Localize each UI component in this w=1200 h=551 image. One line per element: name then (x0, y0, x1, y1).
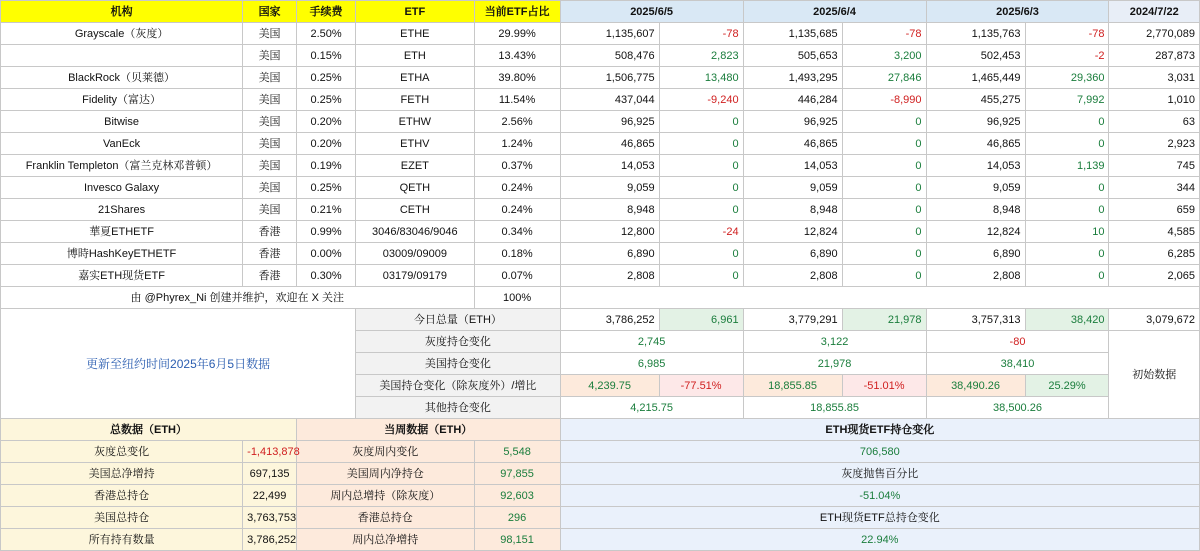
cell-change-d1: 0 (659, 133, 743, 155)
cell-holding-d2: 1,493,295 (743, 67, 842, 89)
cell-holding-d1: 437,044 (560, 89, 659, 111)
total-d3: 3,757,313 (926, 309, 1025, 331)
bottom-label-1: 所有持有数量 (1, 529, 243, 551)
cell-change-d1: -78 (659, 23, 743, 45)
total-d1: 3,786,252 (560, 309, 659, 331)
bottom-label-1: 美国总持仓 (1, 507, 243, 529)
cell-change-d3: -78 (1025, 23, 1109, 45)
cell-country: 美国 (243, 67, 297, 89)
cell-change-d1: 0 (659, 155, 743, 177)
cell-holding-d3: 9,059 (926, 177, 1025, 199)
bottom-row (1, 441, 1200, 463)
gray-change-2: 3,122 (743, 331, 926, 353)
table-row (1, 221, 1200, 243)
cell-etf: EZET (356, 155, 474, 177)
cell-institution: Bitwise (1, 111, 243, 133)
cell-institution: 華夏ETHETF (1, 221, 243, 243)
cell-change-d3: 10 (1025, 221, 1109, 243)
cell-holding-d4: 1,010 (1109, 89, 1200, 111)
us-ex-gray-pct-2: -51.01% (842, 375, 926, 397)
initial-data-label: 初始数据 (1109, 331, 1200, 419)
cell-fee: 0.19% (296, 155, 355, 177)
cell-share: 0.18% (474, 243, 560, 265)
cell-change-d2: 27,846 (842, 67, 926, 89)
cell-holding-d2: 46,865 (743, 133, 842, 155)
cell-change-d1: 13,480 (659, 67, 743, 89)
cell-institution: Franklin Templeton（富兰克林邓普顿） (1, 155, 243, 177)
cell-fee: 2.50% (296, 23, 355, 45)
cell-change-d2: 0 (842, 155, 926, 177)
cell-change-d1: 0 (659, 199, 743, 221)
bottom-label-2: 香港总持仓 (296, 507, 474, 529)
bottom-label-1: 美国总净增持 (1, 463, 243, 485)
gray-change-1: 2,745 (560, 331, 743, 353)
cell-holding-d2: 6,890 (743, 243, 842, 265)
others-change-1: 4,215.75 (560, 397, 743, 419)
cell-etf: 3046/83046/9046 (356, 221, 474, 243)
bottom-right-label: ETH现货ETF总持仓变化 (560, 507, 1199, 529)
cell-fee: 0.20% (296, 111, 355, 133)
cell-institution: 21Shares (1, 199, 243, 221)
cell-holding-d2: 505,653 (743, 45, 842, 67)
cell-institution: Fidelity（富达） (1, 89, 243, 111)
cell-share: 11.54% (474, 89, 560, 111)
cell-holding-d3: 2,808 (926, 265, 1025, 287)
cell-change-d3: -2 (1025, 45, 1109, 67)
table-row (1, 155, 1200, 177)
cell-holding-d1: 9,059 (560, 177, 659, 199)
table-row (1, 243, 1200, 265)
cell-holding-d3: 455,275 (926, 89, 1025, 111)
us-change-2: 21,978 (743, 353, 926, 375)
bottom-value-1: -1,413,878 (243, 441, 297, 463)
cell-holding-d1: 8,948 (560, 199, 659, 221)
cell-holding-d3: 46,865 (926, 133, 1025, 155)
cell-change-d1: 0 (659, 177, 743, 199)
cell-change-d3: 29,360 (1025, 67, 1109, 89)
cell-holding-d4: 287,873 (1109, 45, 1200, 67)
cell-holding-d1: 96,925 (560, 111, 659, 133)
cell-fee: 0.30% (296, 265, 355, 287)
cell-holding-d4: 3,031 (1109, 67, 1200, 89)
cell-change-d3: 1,139 (1025, 155, 1109, 177)
cell-holding-d3: 12,824 (926, 221, 1025, 243)
others-change-3: 38,500.26 (926, 397, 1109, 419)
cell-change-d2: 0 (842, 265, 926, 287)
cell-holding-d4: 659 (1109, 199, 1200, 221)
cell-holding-d1: 2,808 (560, 265, 659, 287)
cell-share: 0.24% (474, 199, 560, 221)
cell-institution: Invesco Galaxy (1, 177, 243, 199)
table-row (1, 111, 1200, 133)
cell-etf: ETHA (356, 67, 474, 89)
us-change-1: 6,985 (560, 353, 743, 375)
cell-holding-d2: 9,059 (743, 177, 842, 199)
bottom-row (1, 507, 1200, 529)
cell-share: 2.56% (474, 111, 560, 133)
cell-change-d2: 0 (842, 111, 926, 133)
gray-change-3: -80 (926, 331, 1109, 353)
cell-institution: BlackRock（贝莱德） (1, 67, 243, 89)
cell-etf: 03179/09179 (356, 265, 474, 287)
cell-fee: 0.15% (296, 45, 355, 67)
cell-etf: ETHE (356, 23, 474, 45)
cell-holding-d4: 745 (1109, 155, 1200, 177)
cell-country: 美国 (243, 177, 297, 199)
bottom-value-2: 98,151 (474, 529, 560, 551)
total-change-d2: 21,978 (842, 309, 926, 331)
cell-holding-d1: 14,053 (560, 155, 659, 177)
table-row (1, 89, 1200, 111)
cell-holding-d3: 14,053 (926, 155, 1025, 177)
bottom-label-1: 灰度总变化 (1, 441, 243, 463)
cell-country: 美国 (243, 155, 297, 177)
us-ex-gray-pct-3: 25.29% (1025, 375, 1109, 397)
bottom-right-value: 706,580 (560, 441, 1199, 463)
credit-blank (560, 287, 1199, 309)
us-ex-gray-pct-1: -77.51% (659, 375, 743, 397)
table-row (1, 177, 1200, 199)
cell-share: 13.43% (474, 45, 560, 67)
bottom-value-2: 296 (474, 507, 560, 529)
cell-share: 29.99% (474, 23, 560, 45)
header-institution: 机构 (1, 1, 243, 23)
us-ex-gray-label: 美国持仓变化（除灰度外）/增比 (356, 375, 560, 397)
bottom-value-1: 3,763,753 (243, 507, 297, 529)
cell-holding-d3: 8,948 (926, 199, 1025, 221)
bottom-header-row (1, 419, 1200, 441)
cell-institution: VanEck (1, 133, 243, 155)
bottom-daily-label: 当周数据（ETH） (296, 419, 560, 441)
cell-etf: ETHW (356, 111, 474, 133)
cell-country: 香港 (243, 265, 297, 287)
header-date-1: 2025/6/5 (560, 1, 743, 23)
bottom-value-1: 3,786,252 (243, 529, 297, 551)
cell-holding-d2: 14,053 (743, 155, 842, 177)
cell-fee: 0.25% (296, 177, 355, 199)
cell-change-d3: 0 (1025, 199, 1109, 221)
cell-holding-d1: 12,800 (560, 221, 659, 243)
cell-change-d2: -8,990 (842, 89, 926, 111)
credit-text: 由 @Phyrex_Ni 创建并维护，欢迎在 X 关注 (1, 287, 475, 309)
today-total-label: 今日总量（ETH） (356, 309, 560, 331)
cell-holding-d4: 2,923 (1109, 133, 1200, 155)
cell-holding-d1: 6,890 (560, 243, 659, 265)
cell-holding-d3: 502,453 (926, 45, 1025, 67)
cell-holding-d4: 344 (1109, 177, 1200, 199)
header-etf: ETF (356, 1, 474, 23)
bottom-etf-change-label: ETH现货ETF持仓变化 (560, 419, 1199, 441)
table-row (1, 265, 1200, 287)
cell-holding-d3: 1,135,763 (926, 23, 1025, 45)
cell-holding-d1: 1,506,775 (560, 67, 659, 89)
cell-country: 美国 (243, 23, 297, 45)
cell-change-d3: 0 (1025, 265, 1109, 287)
bottom-label-1: 香港总持仓 (1, 485, 243, 507)
cell-share: 0.37% (474, 155, 560, 177)
bottom-value-1: 697,135 (243, 463, 297, 485)
cell-holding-d3: 96,925 (926, 111, 1025, 133)
cell-institution (1, 45, 243, 67)
cell-holding-d4: 63 (1109, 111, 1200, 133)
bottom-row (1, 463, 1200, 485)
cell-holding-d2: 8,948 (743, 199, 842, 221)
header-country: 国家 (243, 1, 297, 23)
bottom-row (1, 529, 1200, 551)
cell-etf: CETH (356, 199, 474, 221)
table-row (1, 133, 1200, 155)
cell-share: 0.34% (474, 221, 560, 243)
others-change-2: 18,855.85 (743, 397, 926, 419)
us-change-3: 38,410 (926, 353, 1109, 375)
bottom-right-value: 22.94% (560, 529, 1199, 551)
bottom-value-2: 5,548 (474, 441, 560, 463)
cell-share: 0.07% (474, 265, 560, 287)
cell-etf: ETH (356, 45, 474, 67)
cell-fee: 0.25% (296, 89, 355, 111)
us-change-label: 美国持仓变化 (356, 353, 560, 375)
bottom-value-2: 92,603 (474, 485, 560, 507)
cell-change-d2: 0 (842, 133, 926, 155)
cell-fee: 0.99% (296, 221, 355, 243)
cell-share: 1.24% (474, 133, 560, 155)
total-d4: 3,079,672 (1109, 309, 1200, 331)
bottom-label-2: 灰度周内变化 (296, 441, 474, 463)
cell-holding-d4: 2,065 (1109, 265, 1200, 287)
us-ex-gray-1: 4,239.75 (560, 375, 659, 397)
update-note: 更新至纽约时间2025年6月5日数据 (86, 356, 271, 371)
header-date-3: 2025/6/3 (926, 1, 1109, 23)
header-fee: 手续费 (296, 1, 355, 23)
cell-etf: FETH (356, 89, 474, 111)
cell-etf: 03009/09009 (356, 243, 474, 265)
cell-change-d3: 0 (1025, 111, 1109, 133)
cell-change-d2: 3,200 (842, 45, 926, 67)
cell-change-d3: 0 (1025, 243, 1109, 265)
bottom-row (1, 485, 1200, 507)
summary-total-row (1, 309, 1200, 331)
us-ex-gray-2: 18,855.85 (743, 375, 842, 397)
cell-institution: Grayscale（灰度） (1, 23, 243, 45)
cell-change-d3: 7,992 (1025, 89, 1109, 111)
cell-holding-d4: 4,585 (1109, 221, 1200, 243)
update-note-block (1, 309, 356, 419)
cell-country: 美国 (243, 199, 297, 221)
table-row (1, 45, 1200, 67)
cell-etf: QETH (356, 177, 474, 199)
header-date-4: 2024/7/22 (1109, 1, 1200, 23)
table-row (1, 199, 1200, 221)
table-header-row (1, 1, 1200, 23)
bottom-label-2: 周内总增持（除灰度） (296, 485, 474, 507)
cell-fee: 0.21% (296, 199, 355, 221)
cell-holding-d2: 1,135,685 (743, 23, 842, 45)
cell-institution: 博時HashKeyETHETF (1, 243, 243, 265)
cell-holding-d3: 6,890 (926, 243, 1025, 265)
cell-holding-d3: 1,465,449 (926, 67, 1025, 89)
bottom-value-2: 97,855 (474, 463, 560, 485)
cell-share: 39.80% (474, 67, 560, 89)
cell-holding-d2: 446,284 (743, 89, 842, 111)
cell-change-d3: 0 (1025, 133, 1109, 155)
table-row (1, 23, 1200, 45)
cell-country: 美国 (243, 45, 297, 67)
cell-change-d2: 0 (842, 177, 926, 199)
cell-change-d1: 0 (659, 265, 743, 287)
cell-change-d1: -9,240 (659, 89, 743, 111)
cell-holding-d4: 2,770,089 (1109, 23, 1200, 45)
cell-country: 美国 (243, 89, 297, 111)
cell-holding-d1: 46,865 (560, 133, 659, 155)
cell-holding-d2: 2,808 (743, 265, 842, 287)
us-ex-gray-3: 38,490.26 (926, 375, 1025, 397)
cell-fee: 0.20% (296, 133, 355, 155)
bottom-right-value: -51.04% (560, 485, 1199, 507)
cell-change-d2: 0 (842, 199, 926, 221)
cell-share: 0.24% (474, 177, 560, 199)
cell-holding-d2: 12,824 (743, 221, 842, 243)
cell-change-d1: -24 (659, 221, 743, 243)
cell-change-d3: 0 (1025, 177, 1109, 199)
cell-change-d2: 0 (842, 221, 926, 243)
cell-change-d1: 0 (659, 111, 743, 133)
bottom-value-1: 22,499 (243, 485, 297, 507)
credit-row (1, 287, 1200, 309)
total-change-d1: 6,961 (659, 309, 743, 331)
cell-country: 美国 (243, 133, 297, 155)
cell-holding-d4: 6,285 (1109, 243, 1200, 265)
cell-change-d2: -78 (842, 23, 926, 45)
cell-country: 美国 (243, 111, 297, 133)
total-change-d3: 38,420 (1025, 309, 1109, 331)
cell-fee: 0.00% (296, 243, 355, 265)
share-total: 100% (474, 287, 560, 309)
cell-change-d1: 2,823 (659, 45, 743, 67)
cell-etf: ETHV (356, 133, 474, 155)
header-date-2: 2025/6/4 (743, 1, 926, 23)
others-change-label: 其他持仓变化 (356, 397, 560, 419)
cell-country: 香港 (243, 221, 297, 243)
cell-institution: 嘉实ETH现货ETF (1, 265, 243, 287)
cell-change-d1: 0 (659, 243, 743, 265)
cell-holding-d1: 508,476 (560, 45, 659, 67)
header-share: 当前ETF占比 (474, 1, 560, 23)
bottom-label-2: 美国周内净持仓 (296, 463, 474, 485)
cell-holding-d1: 1,135,607 (560, 23, 659, 45)
cell-change-d2: 0 (842, 243, 926, 265)
bottom-label-2: 周内总净增持 (296, 529, 474, 551)
gray-change-label: 灰度持仓变化 (356, 331, 560, 353)
table-row (1, 67, 1200, 89)
bottom-total-label: 总数据（ETH） (1, 419, 297, 441)
cell-holding-d2: 96,925 (743, 111, 842, 133)
bottom-right-label: 灰度抛售百分比 (560, 463, 1199, 485)
cell-country: 香港 (243, 243, 297, 265)
cell-fee: 0.25% (296, 67, 355, 89)
total-d2: 3,779,291 (743, 309, 842, 331)
